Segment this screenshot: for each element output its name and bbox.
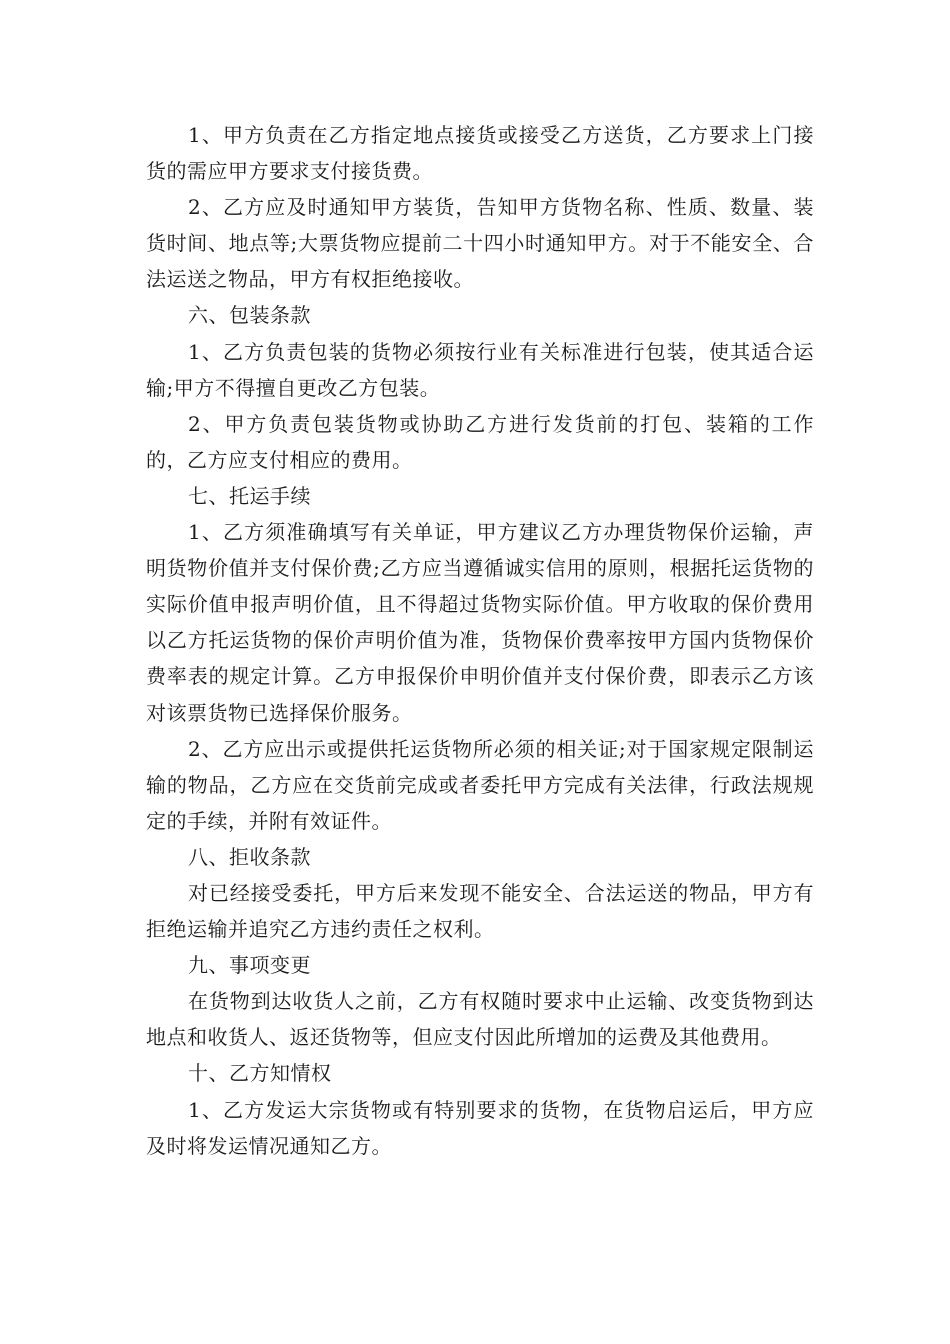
clause-7-item-2: 2、乙方应出示或提供托运货物所必须的相关证;对于国家规定限制运输的物品，乙方应在交货前完成或者委托甲方完成有关法律，行政法规规定的手续，并附有效证件。	[146, 736, 814, 833]
clause-8-text: 对已经接受委托，甲方后来发现不能安全、合法运送的物品，甲方有拒绝运输并追究乙方违约责任之权利。	[146, 880, 814, 942]
clause-6-item-2: 2、甲方负责包装货物或协助乙方进行发货前的打包、装箱的工作的，乙方应支付相应的费用。	[146, 411, 814, 472]
section-heading-right-to-know: 十、乙方知情权	[188, 1061, 332, 1086]
section-heading-consignment: 七、托运手续	[188, 483, 311, 508]
section-heading-rejection: 八、拒收条款	[188, 844, 311, 869]
document-body	[146, 117, 814, 1164]
section-heading-changes: 九、事项变更	[188, 953, 311, 978]
clause-10-item-1: 1、乙方发运大宗货物或有特别要求的货物，在货物启运后，甲方应及时将发运情况通知乙方。	[146, 1097, 814, 1158]
clause-6-item-1: 1、乙方负责包装的货物必须按行业有关标准进行包装，使其适合运输;甲方不得擅自更改乙方包装。	[146, 339, 814, 400]
clause-9-text: 在货物到达收货人之前，乙方有权随时要求中止运输、改变货物到达地点和收货人、返还货物等，但应支付因此所增加的运费及其他费用。	[146, 989, 814, 1050]
clause-5-item-2: 2、乙方应及时通知甲方装货，告知甲方货物名称、性质、数量、装货时间、地点等;大票货物应提前二十四小时通知甲方。对于不能安全、合法运送之物品，甲方有权拒绝接收。	[146, 195, 814, 292]
clause-7-item-1: 1、乙方须准确填写有关单证，甲方建议乙方办理货物保价运输，声明货物价值并支付保价费;乙方应当遵循诚实信用的原则，根据托运货物的实际价值申报声明价值，且不得超过货物实际价值。甲方收取的保价费用以乙方托运货物的保价声明价值为准，货物保价费率按甲方国内货物保价费率表的规定计算。乙方申报保价申明价值并支付保价费，即表示乙方该对该票货物已选择保价服务。	[146, 520, 814, 725]
clause-5-item-1: 1、甲方负责在乙方指定地点接货或接受乙方送货，乙方要求上门接货的需应甲方要求支付接货费。	[146, 123, 814, 184]
section-heading-packaging: 六、包装条款	[188, 303, 311, 328]
